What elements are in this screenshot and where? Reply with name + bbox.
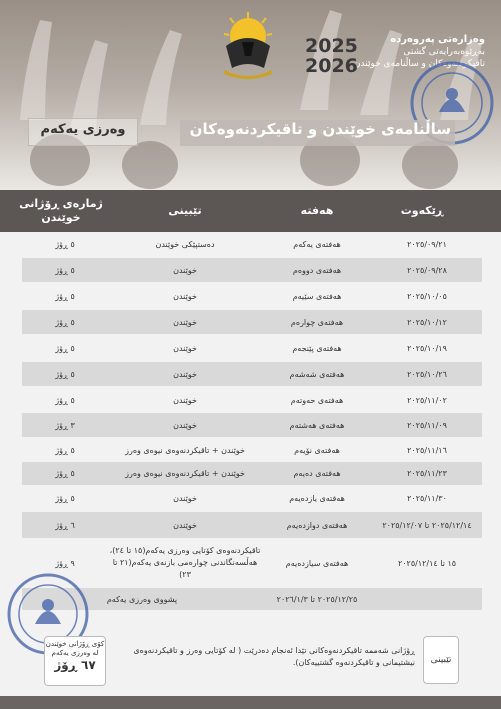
cell-note: پشووی وەرزی یەکەم: [106, 594, 178, 604]
footer-note-text: ڕۆژانی شەممە تاقیکردنەوەکانی تێدا ئەنجام دەدرێت ( لە کۆتایی وەرز و تاقیکردنەوەی نیشتیمانی و تاقیکردنەوە گشتییەکان).: [133, 646, 415, 667]
cell-note: خوێندن: [173, 493, 197, 503]
cell-days: ٩ ڕۆژ: [55, 558, 75, 568]
kurdistan-emblem-icon: [216, 12, 280, 82]
cell-week: هەفتەی چوارەم: [290, 317, 344, 327]
cell-days: ٥ ڕۆژ: [55, 239, 75, 249]
semester-label: وەرزی یەکەم: [40, 122, 126, 137]
cell-date: ٢٠٢٥/١١/٠٢: [407, 395, 447, 405]
footer-note-label: تێبینی: [423, 636, 459, 684]
table-row: [22, 362, 482, 386]
table-row: [22, 486, 482, 510]
table-header: [0, 190, 501, 232]
cell-date: ٢٠٢٥/١٠/٢٦: [407, 369, 447, 379]
cell-days: ٥ ڕۆژ: [55, 445, 75, 455]
cell-note: تاقیکردنەوەی کۆتایی وەرزی یەکەم(١٥ تا ٢٤)، هەڵسەنگاندنی چوارەمی بازنەی یەکەم(٢١ تا ٢٣): [109, 546, 261, 579]
cell-date: ٢٠٢٥/١١/٣٠: [407, 493, 447, 503]
total-days-caption: کۆی ڕۆژانی خوێندن لە وەرزی یەکەم: [45, 640, 105, 657]
cell-week: هەفتەی دەیەم: [293, 469, 341, 478]
cell-days: ٥ ڕۆژ: [55, 493, 75, 503]
cell-date: ٢٠٢٥/١٢/١٤ تا ٢٠٢٥/١٢/٠٧: [382, 520, 472, 530]
cell-date: ٢٠٢٥/١٢/٢٥ تا ٢٠٢٦/١/٣: [276, 594, 358, 604]
cell-note: خوێندن: [173, 265, 197, 275]
cell-date: ٢٠٢٥/٠٩/٢١: [407, 239, 447, 249]
cell-date: ٢٠٢٥/١٠/١٢: [407, 317, 447, 327]
cell-date: ١٥ تا ٢٠٢٥/١٢/١٤: [397, 558, 457, 568]
table-row: [22, 232, 482, 256]
col-date: ڕێکەوت: [400, 204, 444, 217]
cell-note: خوێندن: [173, 395, 197, 405]
col-days: ژمارەی ڕۆژانی خوێندن: [19, 197, 103, 224]
col-note: تێبینی: [168, 204, 202, 217]
cell-note: خوێندن + تاقیکردنەوەی نیوەی وەرز: [125, 469, 245, 478]
cell-days: ٥ ڕۆژ: [55, 469, 75, 478]
cell-note: دەستپێکی خوێندن: [155, 239, 215, 249]
department-name: تاقیکردنەوەکان و ساڵنامەی خوێندن: [353, 59, 485, 69]
page-title: ساڵنامەی خوێندن و تاقیکردنەوەکان: [189, 120, 451, 138]
cell-week: هەفتەی شەشەم: [289, 369, 345, 379]
cell-date: ٢٠٢٥/١٠/٠٥: [407, 291, 447, 301]
table-row: [22, 284, 482, 308]
year-start: 2025: [305, 35, 358, 57]
table-row: [22, 588, 482, 610]
cell-note: خوێندن: [173, 317, 197, 327]
table-row: [22, 336, 482, 360]
table-row: [22, 512, 482, 538]
cell-days: ٥ ڕۆژ: [55, 343, 75, 353]
cell-week: هەفتەی سیازدەیەم: [285, 558, 349, 568]
cell-week: هەفتەی یازدەیەم: [289, 493, 345, 503]
header-photo: [0, 0, 501, 190]
cell-week: هەفتەی حەوتەم: [290, 395, 344, 405]
cell-week: هەفتەی دوازدەیەم: [286, 520, 348, 530]
table-row: [22, 438, 482, 462]
cell-days: ٥ ڕۆژ: [55, 317, 75, 327]
cell-week: هەفتەی دووەم: [292, 265, 342, 275]
cell-date: ٢٠٢٥/١١/١٦: [407, 445, 447, 455]
cell-days: ٣ ڕۆژ: [55, 420, 75, 430]
ministry-name: وەزارەتی پەروەردە: [390, 34, 485, 45]
cell-note: خوێندن: [173, 291, 197, 301]
cell-week: هەفتەی هەشتەم: [289, 420, 345, 430]
cell-week: هەفتەی یەکەم: [293, 239, 341, 249]
table-row: [22, 310, 482, 334]
cell-date: ٢٠٢٥/٠٩/٢٨: [407, 265, 447, 275]
cell-week: هەفتەی پێنجەم: [292, 343, 342, 353]
table-row: [22, 258, 482, 282]
cell-days: ٦ ڕۆژ: [55, 520, 75, 530]
table-row: [22, 413, 482, 437]
cell-date: ٢٠٢٥/١١/٢٣: [407, 469, 447, 478]
cell-note: خوێندن: [173, 369, 197, 379]
cell-note: خوێندن: [173, 420, 197, 430]
table-row: [22, 462, 482, 485]
table-row: [22, 388, 482, 412]
cell-days: ٥ ڕۆژ: [55, 369, 75, 379]
cell-days: ٥ ڕۆژ: [55, 291, 75, 301]
year-end: 2026: [305, 55, 358, 77]
cell-days: ٥ ڕۆژ: [55, 265, 75, 275]
cell-note: خوێندن: [173, 343, 197, 353]
cell-week: هەفتەی نۆیەم: [294, 445, 340, 455]
cell-week: هەفتەی سێیەم: [292, 291, 342, 301]
cell-date: ٢٠٢٥/١١/٠٩: [407, 420, 447, 430]
bottom-bar: [0, 696, 501, 709]
directorate-name: بەڕێوەبەرایەتی گشتی: [403, 47, 485, 57]
col-week: هەفتە: [300, 204, 334, 217]
cell-days: ٥ ڕۆژ: [55, 395, 75, 405]
cell-note: خوێندن: [173, 520, 197, 530]
academic-years: [305, 36, 358, 76]
cell-note: خوێندن + تاقیکردنەوەی نیوەی وەرز: [125, 445, 245, 455]
cell-date: ٢٠٢٥/١٠/١٩: [407, 343, 447, 353]
table-row: [22, 540, 482, 586]
total-days-value: ٦٧ ڕۆژ: [54, 658, 96, 672]
total-days-box: [44, 636, 106, 686]
